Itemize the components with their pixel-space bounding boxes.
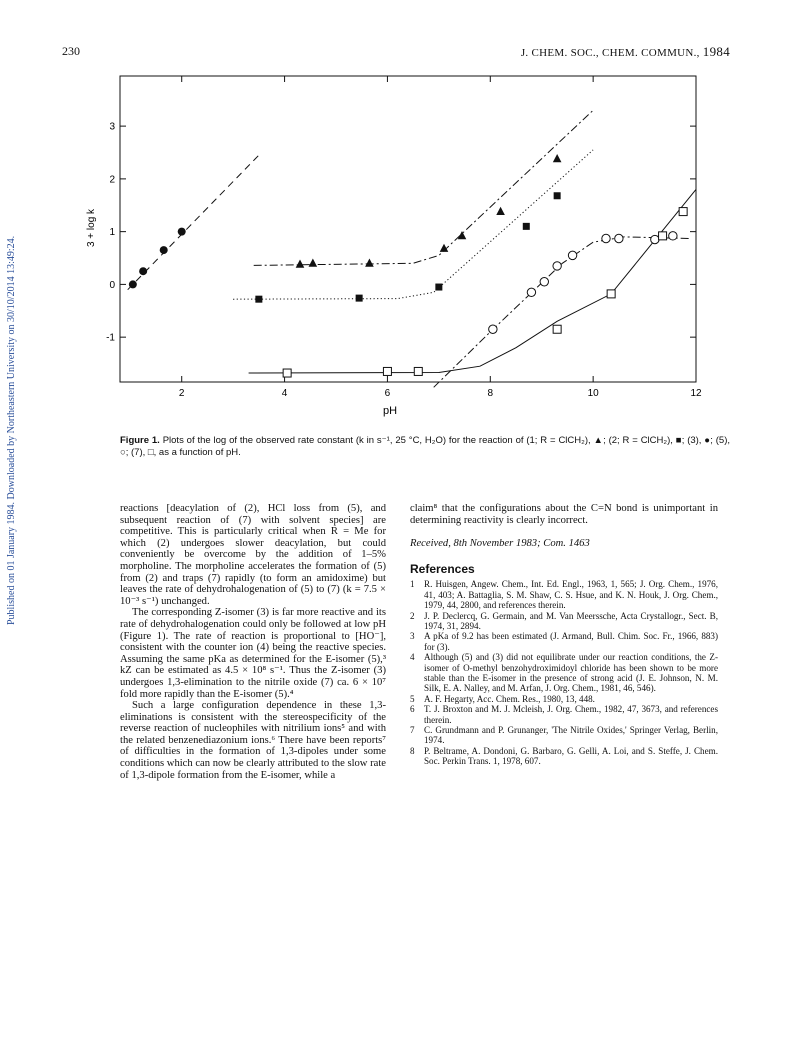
reference-number: 5 <box>410 693 415 704</box>
series-3-curve <box>233 150 593 299</box>
body-paragraph-3: Such a large configuration dependence in these 1,3-eliminations is consistent with the stereospecificity of the reverse reaction of nucleophiles with nitrilium ions⁵ and with the related benzenediazonium ions.⁶ There have been reports⁷ of difficulties in the formation of 1,3-dipoles under some conditions which can now be clearly attributed to the slow rate of 1,3-dipole formation from the E-isomer, while a <box>120 700 386 781</box>
figure-caption-label: Figure 1. <box>120 435 160 446</box>
series-3-point <box>255 296 262 303</box>
series-1-point <box>178 228 186 236</box>
series-4-point <box>602 234 610 242</box>
series-4-point <box>568 251 576 259</box>
y-tick-label: 3 <box>109 121 115 133</box>
series-4-point <box>540 278 548 286</box>
reference-item <box>410 704 718 725</box>
series-4-point <box>651 235 659 243</box>
reference-text: C. Grundmann and P. Grunanger, 'The Nitrile Oxides,' Springer Verlag, Berlin, 1974. <box>424 725 718 746</box>
reference-item <box>410 579 718 610</box>
journal-name: J. CHEM. SOC., CHEM. COMMUN., <box>520 47 703 59</box>
reference-text: T. J. Broxton and M. J. Mcleish, J. Org. Chem., 1982, 47, 3673, and references therein. <box>424 704 718 725</box>
reference-number: 7 <box>410 725 415 736</box>
reference-number: 4 <box>410 652 415 663</box>
fitted-curves <box>128 110 696 387</box>
y-tick-label: -1 <box>106 332 115 344</box>
y-tick-label: 1 <box>109 227 115 239</box>
y-tick-label: 2 <box>109 174 115 186</box>
x-tick-label: 10 <box>587 388 599 399</box>
x-tick-label: 8 <box>487 388 494 399</box>
series-4-point <box>615 234 623 242</box>
right-text-column <box>410 503 718 767</box>
body-paragraph-4: claim⁸ that the configurations about the C=N bond is unimportant in determining reactivity is clearly incorrect. <box>410 503 718 526</box>
series-3-point <box>523 223 530 230</box>
data-points <box>129 154 687 377</box>
running-head <box>521 44 730 60</box>
series-2-point <box>553 154 562 162</box>
page-number: 230 <box>62 44 80 58</box>
series-4-point <box>489 325 497 333</box>
series-5-curve <box>249 189 696 373</box>
axis-ticks <box>106 76 702 399</box>
series-3-point <box>356 295 363 302</box>
series-2-point <box>365 258 374 266</box>
reference-text: P. Beltrame, A. Dondoni, G. Barbaro, G. Gelli, A. Loi, and S. Steffe, J. Chem. Soc. Perkin Trans. 1, 1978, 607. <box>424 745 718 767</box>
download-stamp: Published on 01 January 1984. Downloaded by Northeastern University on 30/10/2014 13:49:24. <box>6 235 17 625</box>
series-1-curve <box>128 155 259 290</box>
reference-number: 6 <box>410 704 415 715</box>
series-2-point <box>496 207 505 215</box>
series-2-point <box>309 258 318 266</box>
x-tick-label: 12 <box>690 388 702 399</box>
plot-frame <box>120 76 696 382</box>
reference-number: 2 <box>410 610 415 621</box>
series-4-point <box>553 262 561 270</box>
series-5-point <box>414 367 422 375</box>
series-5-point <box>283 369 291 377</box>
series-5-point <box>553 325 561 333</box>
y-tick-label: 0 <box>109 279 115 291</box>
body-paragraph-1: reactions [deacylation of (2), HCl loss from (5), and subsequent reaction of (7) with solvent species] are competitive. This is particularly critical when R = Me for which (2) undergoes slower deacylation, but could conveniently be overcome by the addition of 1–5% morpholine. The morpholine accelerates the formation of (5) from (2) and traps (7) rapidly (to form an amidoxime) but leaves the rate of dehydrohalogenation of (5) to (7) (k = 7.5 × 10⁻³ s⁻¹) unchanged. <box>120 503 386 607</box>
reference-text: J. P. Declercq, G. Germain, and M. Van Meerssche, Acta Crystallogr., Sect. B, 1974, 31, 2894. <box>424 610 718 631</box>
reference-item <box>410 694 718 704</box>
journal-year: 1984 <box>702 44 730 59</box>
received-date: Received, 8th November 1983; Com. 1463 <box>410 538 590 550</box>
references-heading: References <box>410 561 475 576</box>
figure-caption <box>120 435 730 459</box>
series-5-point <box>383 367 391 375</box>
series-1-point <box>139 267 147 275</box>
reference-text: Although (5) and (3) did not equilibrate under our reaction conditions, the Z-isomer of O-methyl benzohydroximidoyl chloride has been shown to be more stable than the E-isomer in the presence of strong acid (J. E. Johnson, N. M. Silk, E. A. Nalley, and M. Arfan, J. Org. Chem., 1981, 46, 546). <box>424 652 718 694</box>
series-2-point <box>458 231 467 239</box>
series-5-point <box>607 290 615 298</box>
series-3-point <box>554 192 561 199</box>
series-1-point <box>129 280 137 288</box>
figure-caption-text: Plots of the log of the observed rate constant (k in s⁻¹, 25 °C, H₂O) for the reaction of (1; R = ClCH₂), ▲; (2; R = ClCH₂), ■; (3), ●; (5), ○; (7), □, as a function of pH. <box>120 435 731 458</box>
reference-text: A pKa of 9.2 has been estimated (J. Armand, Bull. Chim. Soc. Fr., 1966, 883) for (3). <box>424 631 718 652</box>
reference-item <box>410 631 718 652</box>
reference-item <box>410 725 718 746</box>
x-tick-label: 4 <box>281 388 288 399</box>
series-2-curve <box>254 110 593 265</box>
reference-number: 1 <box>410 579 415 590</box>
rate-constant-chart <box>70 68 730 428</box>
series-5-point <box>659 232 667 240</box>
x-axis-label: pH <box>382 405 398 417</box>
reference-list <box>410 579 718 766</box>
x-tick-label: 2 <box>178 388 185 399</box>
y-axis-label: 3 + log k <box>86 208 97 248</box>
reference-text: R. Huisgen, Angew. Chem., Int. Ed. Engl., 1963, 1, 565; J. Org. Chem., 1976, 41, 403; A. Battaglia, S. M. Shaw, C. S. Hsue, and K. N. Houk, J. Org. Chem., 1979, 44, 2800, and references therein. <box>424 579 718 611</box>
series-4-point <box>669 232 677 240</box>
series-4-point <box>527 288 535 296</box>
x-tick-label: 6 <box>384 388 391 399</box>
reference-item <box>410 652 718 694</box>
series-5-point <box>679 208 687 216</box>
reference-item <box>410 746 718 767</box>
series-2-point <box>296 260 305 268</box>
reference-item <box>410 611 718 632</box>
series-3-point <box>435 284 442 291</box>
reference-text: A. F. Hegarty, Acc. Chem. Res., 1980, 13, 448. <box>424 693 595 704</box>
left-text-column <box>120 503 386 781</box>
series-1-point <box>160 246 168 254</box>
body-paragraph-2: The corresponding Z-isomer (3) is far more reactive and its rate of dehydrohalogenation could only be followed at low pH (Figure 1). The rate of reaction is proportional to [HO⁻], consistent with the counter ion (4) being the reactive species. Assuming the same pKa as determined for the E-isomer (5),³ kZ can be estimated as 4.5 × 10⁸ s⁻¹. Thus the Z-isomer (3) undergoes 1,3-elimination to the nitrile oxide (7) ca. 6 × 10⁷ fold more rapidly than the E-isomer (5).⁴ <box>120 607 386 700</box>
reference-number: 3 <box>410 631 415 642</box>
reference-number: 8 <box>410 745 415 756</box>
series-4-curve <box>434 237 691 387</box>
